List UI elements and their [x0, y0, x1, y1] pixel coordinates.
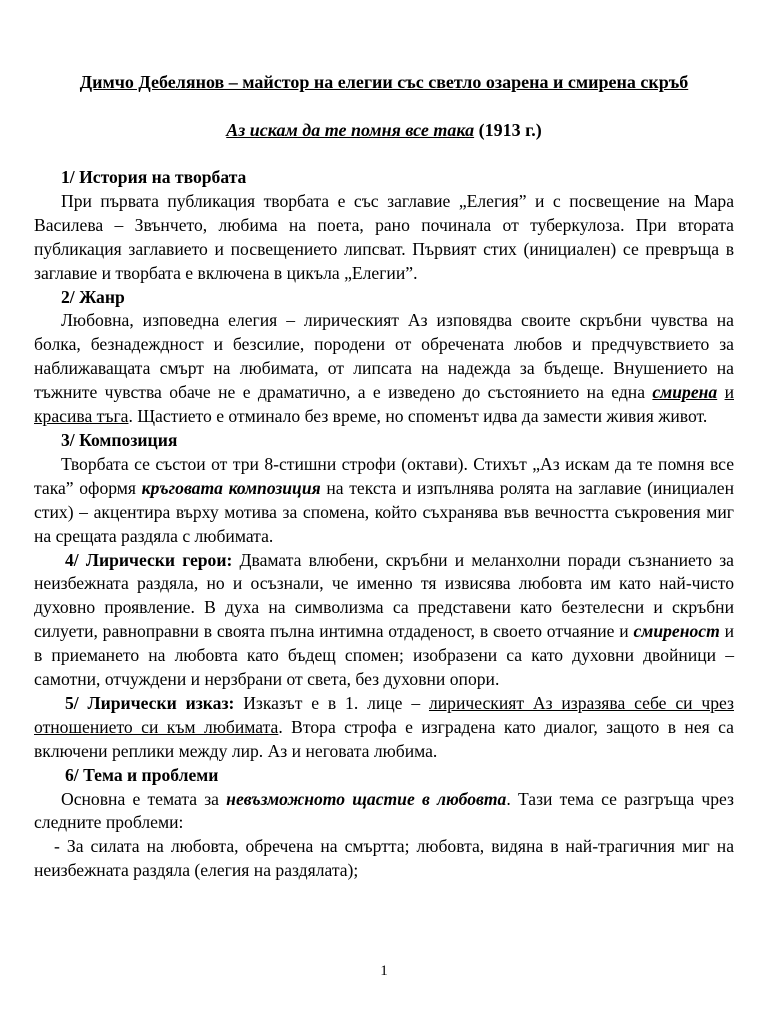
genre-text-c: . Щастието е отминало без време, но споменът идва да замести живия живот. [128, 406, 708, 427]
genre-underline: и красива тъга [34, 382, 734, 427]
section-heading-history: 1/ История на творбата [61, 167, 247, 187]
heroes-text-a: Двамата влюбени, скръбни и меланхолни поради съзнанието за неизбежната раздяла, но и осъзнали, че именно тя извисява любовта им като най-чисто духовно проявление. В духа на символизма са представени като безтелесни и скръбни силуети, равноправни в своята пълна интимна отдаденост, в своето отчаяние и [34, 549, 734, 642]
document-body [34, 166, 734, 883]
voice-text-b: . Втора строфа е изградена като диалог, защото в нея са включени реплики между лир. Аз и неговата любима. [34, 716, 734, 761]
section-lyric-voice [34, 692, 734, 764]
section-heading-voice: 5/ Лирически изказ: [65, 692, 235, 713]
section-text-composition [34, 453, 734, 549]
poem-subtitle [0, 118, 768, 142]
section-text-history: При първата публикация творбата е със заглавие „Елегия” и с посвещение на Мара Василева – Звънчето, любима на поета, рано починала от туберкулоза. При втората публикация заглавието и посвещението липсват. Първият стих (инициален) се превръща в заглавие и творбата е включена в цикъла „Елегии”. [34, 190, 734, 283]
voice-underline: лирическият Аз изразява себе си чрез отношението си към любимата [34, 692, 735, 737]
section-heading-theme: 6/ Тема и проблеми [65, 764, 219, 785]
list-item: - За силата на любовта, обречена на смъртта; любовта, видяна в най-трагичния миг на неизбежната раздяла (елегия на раздялата); [34, 836, 734, 881]
voice-text-a: Изказът е в 1. лице – [234, 692, 429, 713]
document-title: Димчо Дебелянов – майстор на елегии със светло озарена и смирена скръб [79, 72, 689, 92]
section-heading-heroes: 4/ Лирически герои: [65, 549, 233, 570]
section-lyric-heroes [34, 549, 734, 692]
genre-text-a: Любовна, изповедна елегия – лирическият Аз изповядва своите скръбни чувства на болка, безнадеждност и безсилие, породени от обречената любов и предчувствието за наближаващата смърт на любимата, от липсата на надежда за бъдеще. Внушението на тъжните чувства обаче не е драматично, а е изведено до състоянието на една [34, 310, 734, 403]
genre-emphasis: смирена [652, 382, 718, 403]
section-heading-genre: 2/ Жанр [61, 286, 125, 307]
theme-emphasis: невъзможното щастие в любовта [226, 788, 507, 809]
genre-space [717, 382, 724, 402]
theme-text-b: . Тази тема се разгръща чрез следните проблеми: [34, 788, 734, 833]
poem-title: Аз искам да те помня все така [226, 120, 475, 140]
heroes-emphasis: смиреност [633, 621, 720, 642]
section-heading-composition: 3/ Композиция [61, 429, 178, 450]
heroes-text-b: и в приемането на любовта като бъдещ спомен; изобразени са като духовни двойници – самотни, отчуждени и нерзбрани от света, без духовни опори. [34, 621, 734, 690]
poem-year: (1913 г.) [478, 120, 542, 140]
page-number: 1 [380, 963, 388, 979]
composition-text-a: Творбата се състои от три 8-стишни строфи (октави). Стихът „Аз искам да те помня все така” оформя [34, 453, 734, 498]
section-text-theme [34, 788, 734, 836]
composition-emphasis: кръговата композиция [141, 477, 321, 498]
theme-text-a: Основна е темата за [61, 788, 227, 809]
composition-text-b: на текста и изпълнява ролята на заглавие (инициален стих) – акцентира върху мотива за спомена, който съхранява във вечността съкровения миг на срещата раздяла с любимата. [34, 477, 734, 546]
section-text-genre [34, 309, 734, 429]
